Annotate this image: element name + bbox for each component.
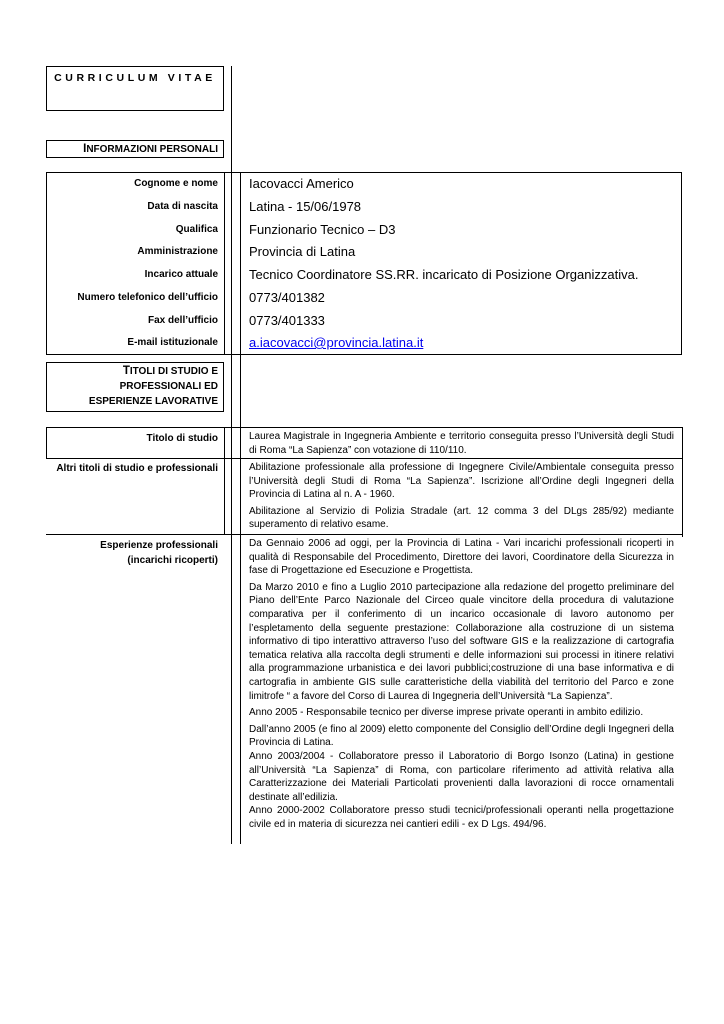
value-qualifica: Funzionario Tecnico – D3 [249, 222, 396, 237]
esp-p4: Dall’anno 2005 (e fino al 2009) eletto componente del Consiglio dell’Ordine degli Ingegneri della Provincia di Latina. [249, 723, 674, 749]
personal-table-divider [224, 172, 225, 355]
text-esperienze [249, 537, 674, 831]
label-titolo-studio: Titolo di studio [146, 433, 218, 444]
section-titles-line2: PROFESSIONALI ED [119, 381, 218, 392]
label-name: Cognome e nome [134, 178, 218, 189]
value-birth: Latina - 15/06/1978 [249, 199, 362, 214]
esp-p6: Anno 2000-2002 Collaboratore presso studi tecnici/professionali operanti nella progettazione civile ed in materia di sicurezza nei cantieri edili - ex D Lgs. 494/96. [249, 805, 674, 830]
value-incarico: Tecnico Coordinatore SS.RR. incaricato di Posizione Organizzativa. [249, 267, 639, 282]
altri-p1: Abilitazione professionale alla professione di Ingegnere Civile/Ambientale conseguita presso l’Università degli Studi di Roma “La Sapienza”. Iscrizione all’Ordine degli Ingegneri della Provincia di Latina al n. A - 1960. [249, 462, 674, 501]
label-altri-titoli: Altri titoli di studio e professionali [56, 463, 218, 474]
label-esperienze: Esperienze professionali (incarichi ricoperti) [100, 540, 218, 566]
value-telefono: 0773/401382 [249, 290, 325, 305]
value-fax: 0773/401333 [249, 313, 325, 328]
edu-row-sep-1 [46, 458, 683, 459]
edu-table-top [46, 427, 683, 428]
label-telefono: Numero telefonico dell’ufficio [77, 292, 218, 303]
esp-p1: Da Gennaio 2006 ad oggi, per la Provincia di Latina - Vari incarichi professionali ricoperti in qualità di Responsabile del Procedimento, Direttore dei lavori, Coordinatore della Sicurezza in fase di Progettazione ed Esecuzione e Progettista. [249, 538, 674, 577]
section-personal-heading [46, 142, 218, 157]
edu-table-right [682, 427, 683, 537]
value-email [249, 335, 423, 351]
label-email: E-mail istituzionale [127, 337, 218, 348]
email-link[interactable]: a.iacovacci@provincia.latina.it [249, 335, 424, 350]
section-titles-heading [46, 364, 218, 409]
value-name: Iacovacci Americo [249, 176, 354, 191]
label-amministrazione: Amministrazione [137, 246, 218, 257]
label-qualifica: Qualifica [175, 224, 218, 235]
section-titles-line1: TITOLI DI STUDIO E [122, 365, 218, 377]
value-amministrazione: Provincia di Latina [249, 244, 356, 259]
section-titles-line3: ESPERIENZE LAVORATIVE [88, 396, 218, 407]
esp-p2: Da Marzo 2010 e fino a Luglio 2010 partecipazione alla redazione del progetto preliminare del Piano dell’Ente Parco Nazionale del Circeo quale vincitore della procedura di valutazione comparativa per il conferimento di un incarico occasionale di lavoro autonomo per l’espletamento della seguente prestazione: Collaborazione alla costruzione di un sistema informativo di tipo interattivo attraverso l’uso del software GIS e la realizzazione di cartografia tematica relativa alla raccolta degli strumenti e delle informazioni sui processi in itinere relativi alla programmazione urbanistica e dei lavori pubblici;costruzione di una base informativa e di cartografia in ambiente GIS sulle caratteristiche della viabilità del territorio del Parco e zone limitrofe “ a favore del Corso di Laurea di Ingegneria dell’Università “La Sapienza”. [249, 581, 674, 702]
label-birth: Data di nascita [147, 201, 218, 212]
section-personal-rest: NFORMAZIONI PERSONALI [86, 144, 218, 155]
text-altri-titoli [249, 461, 674, 532]
esp-p5: Anno 2003/2004 - Collaboratore presso il Laboratorio di Borgo Isonzo (Latina) in gestione all’Università “La Sapienza” di Roma, con particolare riferimento ad attività relativa alla Caratterizzazione dei Materiali Particolati provenienti dalla lavorazioni di rocce ornamentali destinate all’edilizia. [249, 750, 674, 803]
edu-table-inner [224, 427, 225, 534]
edu-row-sep-2 [46, 534, 683, 535]
section-personal-initial: I [83, 143, 87, 155]
label-incarico: Incarico attuale [144, 269, 218, 280]
cv-title: CURRICULUM VITAE [54, 72, 216, 84]
altri-p2: Abilitazione al Servizio di Polizia Stradale (art. 12 comma 3 del DLgs 285/92) mediante superamento di relativo esame. [249, 505, 674, 531]
text-titolo-studio: Laurea Magistrale in Ingegneria Ambiente e territorio conseguita presso l’Università degli Studi di Roma “La Sapienza” con votazione di 110/110. [249, 431, 674, 456]
esp-p3: Anno 2005 - Responsabile tecnico per diverse imprese private operanti in ambito edilizio. [249, 707, 644, 719]
label-fax: Fax dell’ufficio [147, 315, 218, 326]
